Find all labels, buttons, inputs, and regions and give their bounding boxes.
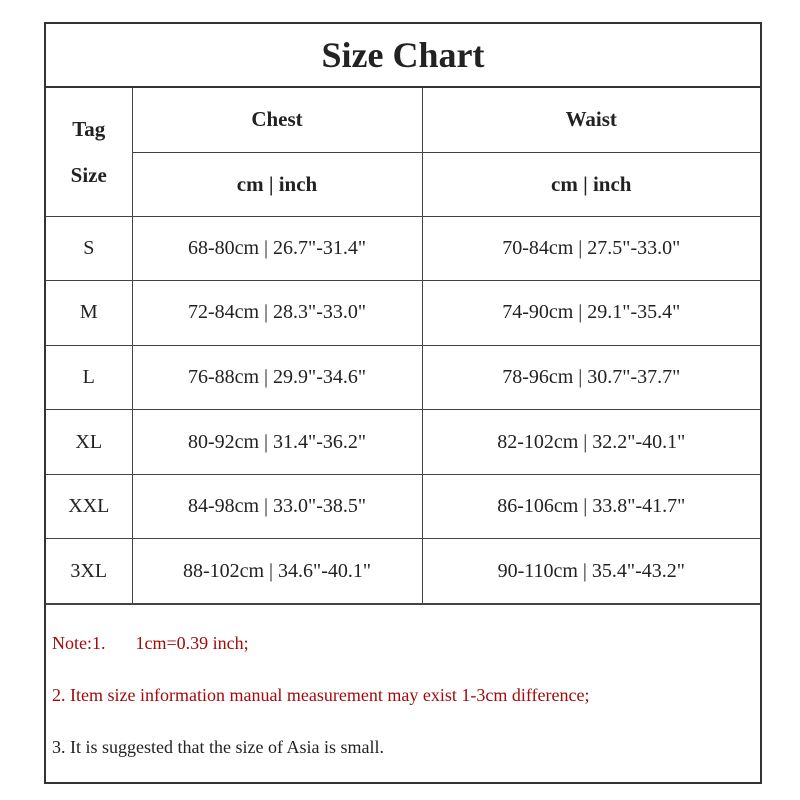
waist-cell: 70-84cm | 27.5"-33.0" (422, 216, 760, 281)
chest-cell: 76-88cm | 29.9"-34.6" (132, 345, 422, 410)
size-cell: XL (46, 410, 132, 475)
chest-cell: 80-92cm | 31.4"-36.2" (132, 410, 422, 475)
waist-unit-header: cm | inch (422, 152, 760, 216)
waist-cell: 86-106cm | 33.8"-41.7" (422, 474, 760, 539)
chest-unit-header: cm | inch (132, 152, 422, 216)
tag-size-header (46, 88, 132, 216)
waist-cell: 90-110cm | 35.4"-43.2" (422, 539, 760, 604)
size-cell: 3XL (46, 539, 132, 604)
table-row (46, 539, 760, 604)
chest-cell: 72-84cm | 28.3"-33.0" (132, 281, 422, 346)
tag-header-line1: Tag (72, 116, 106, 141)
table-row (46, 410, 760, 475)
chest-header: Chest (132, 88, 422, 152)
waist-cell: 78-96cm | 30.7"-37.7" (422, 345, 760, 410)
size-cell: S (46, 216, 132, 281)
note-1 (52, 617, 760, 669)
size-table (46, 88, 760, 604)
waist-header: Waist (422, 88, 760, 152)
size-cell: L (46, 345, 132, 410)
table-row (46, 216, 760, 281)
notes-section (46, 604, 760, 773)
note-1-prefix: Note:1. (52, 632, 106, 653)
tag-header-line2: Size (70, 162, 107, 187)
table-row (46, 345, 760, 410)
note-1-text: 1cm=0.39 inch; (135, 632, 249, 653)
chest-cell: 68-80cm | 26.7"-31.4" (132, 216, 422, 281)
table-row (46, 281, 760, 346)
waist-cell: 82-102cm | 32.2"-40.1" (422, 410, 760, 475)
chest-cell: 88-102cm | 34.6"-40.1" (132, 539, 422, 604)
table-row (46, 474, 760, 539)
note-3: 3. It is suggested that the size of Asia is small. (52, 736, 384, 757)
note-2: 2. Item size information manual measurement may exist 1-3cm difference; (52, 684, 590, 705)
size-chart (44, 22, 762, 784)
waist-cell: 74-90cm | 29.1"-35.4" (422, 281, 760, 346)
chest-cell: 84-98cm | 33.0"-38.5" (132, 474, 422, 539)
chart-title: Size Chart (46, 24, 760, 88)
size-cell: XXL (46, 474, 132, 539)
size-cell: M (46, 281, 132, 346)
